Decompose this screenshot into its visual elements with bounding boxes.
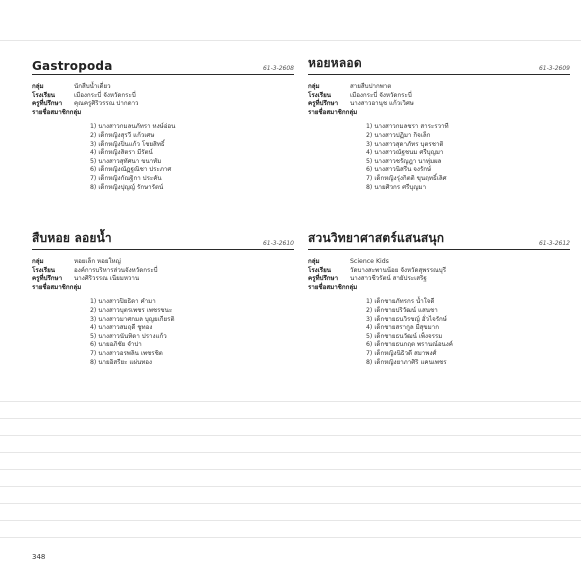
team-code: 61-3-2610 [262, 240, 294, 247]
team-card [32, 231, 294, 406]
ruled-line [0, 503, 581, 504]
team-title: หอยหลอด [308, 56, 362, 70]
group-value: Science Kids [350, 258, 389, 265]
card-header [32, 56, 294, 75]
member-item: 8) เด็กหญิงปุญญ์ รักษารัตน์ [90, 183, 164, 191]
advisor-value: คุณครูศิริวรรณ ปากดาว [74, 100, 139, 108]
advisor-label: ครูที่ปรึกษา [308, 275, 339, 283]
member-item: 2) เด็กหญิงสุรวี แก้วเศษ [90, 131, 155, 139]
school-label: โรงเรียน [32, 91, 55, 99]
group-label: กลุ่ม [32, 83, 44, 90]
advisor-label: ครูที่ปรึกษา [308, 100, 339, 108]
school-value: วัดบางสะพานน้อย จังหวัดสุพรรณบุรี [350, 266, 447, 274]
team-meta [32, 83, 294, 117]
member-item: 1) นางสาวกมลนภัทรา หงษ์อ่อน [90, 123, 176, 131]
member-item: 7) นางสาวอรพลิน เพชรชิต [90, 349, 163, 357]
card-header [308, 231, 570, 250]
advisor-value: นางสาวอานุช แก้วเวิศษ [350, 100, 414, 108]
school-label: โรงเรียน [32, 266, 55, 274]
members-label: รายชื่อสมาชิกกลุ่ม [32, 108, 82, 116]
team-code: 61-3-2612 [538, 240, 570, 247]
page-number: 348 [32, 553, 46, 561]
member-item: 4) เด็กหญิงสิตรา มีรัตน์ [90, 149, 153, 157]
member-item: 5) นางสาวชรัญฎา นาทุ่มผล [366, 157, 442, 165]
member-item: 3) เด็กหญิงปิ่นแก้ว โชยสิทธิ์ [90, 140, 165, 148]
ruled-line [0, 537, 581, 538]
group-value: นักสืบน้ำเดี่ยว [74, 83, 111, 90]
member-item: 8) นายศิวกร ศรีบุญมา [366, 183, 427, 191]
team-title: สวนวิทยาศาสตร์แสนสนุก [308, 231, 445, 245]
group-value: สายสืบปากพาต [350, 83, 392, 90]
member-item: 6) นายอภิชัย จำปา [90, 341, 142, 349]
advisor-value: นางสาวชีวรัตน์ สายัประเสริฐ [350, 275, 427, 283]
team-card [32, 56, 294, 231]
member-item: 4) เด็กชายสรากูล มีสุขมาก [366, 324, 439, 332]
member-item: 5) นางสาวสุทัศนา ขนาทัม [90, 157, 162, 165]
member-item: 4) นางสาวสมฤดี ชูทอง [90, 324, 153, 332]
member-item: 3) นางสาวสุดาภัทร บุตรชาติ [366, 140, 444, 148]
group-label: กลุ่ม [32, 258, 44, 265]
school-value: องค์การบริหารส่วนจังหวัดกระบี่ [74, 266, 158, 274]
team-card [308, 231, 570, 406]
member-list [90, 298, 294, 367]
team-code: 61-3-2608 [262, 65, 294, 72]
member-item: 8) นายอิสรียะ แผ่นทอง [90, 358, 153, 366]
member-item: 4) นางสาวณัฐชนม ศรีบุญมา [366, 149, 444, 157]
advisor-value: นางศิริวรรณ เนียมหวาน [74, 275, 140, 283]
member-item: 7) เด็กหญิงกัณฐิกา ประคัน [90, 174, 162, 182]
member-list [90, 123, 294, 192]
school-value: เมืองกระบี่ จังหวัดกระบี่ [350, 91, 412, 99]
team-title: Gastropoda [32, 59, 113, 73]
member-item: 8) เด็กหญิงยาภาศิริ แคนเพชร [366, 358, 447, 366]
member-item: 6) เด็กชายธนกฤต พรานณ์อนงค์ [366, 341, 453, 349]
member-item: 1) นางสาวกมลชรา สาระรวาที [366, 123, 449, 131]
advisor-label: ครูที่ปรึกษา [32, 100, 63, 108]
members-label: รายชื่อสมาชิกกลุ่ม [308, 283, 358, 291]
member-item: 7) เด็กหญิงรุ่งกิตติ ขุนฤทธิ์เลิศ [366, 174, 447, 182]
team-title: สืบหอย ลอยน้ำ [32, 231, 112, 245]
ruled-line [0, 418, 581, 419]
ruled-line [0, 469, 581, 470]
ruled-line [0, 520, 581, 521]
team-meta [308, 83, 570, 117]
member-item: 2) เด็กชายปริวัฒน์ แสนชา [366, 306, 438, 314]
member-item: 2) นางสาวปฏิมา กิจเล็ก [366, 131, 431, 139]
right-column [308, 56, 570, 406]
team-meta [308, 258, 570, 292]
member-item: 6) นางสาวนิสรีน จงรักษ์ [366, 166, 432, 174]
group-value: หอยเล็ก หอยใหญ่ [74, 258, 121, 265]
member-item: 2) นางสาวบุตรเพชร เพชรชนะ [90, 306, 173, 314]
school-value: เมืองกระบี่ จังหวัดกระบี่ [74, 91, 136, 99]
ruled-line [0, 486, 581, 487]
school-label: โรงเรียน [308, 266, 331, 274]
ruled-line [0, 452, 581, 453]
card-header [32, 231, 294, 250]
members-label: รายชื่อสมาชิกกลุ่ม [32, 283, 82, 291]
member-item: 1) นางสาวปิยธิดา คำมา [90, 298, 156, 306]
ruled-line [0, 40, 581, 41]
team-card [308, 56, 570, 231]
member-item: 3) เด็กชายธนวิรชญ์ ฮั่วไจรักษ์ [366, 315, 447, 323]
member-item: 6) เด็กหญิงณัฏฐณิชา ประภาศ [90, 166, 172, 174]
group-label: กลุ่ม [308, 258, 320, 265]
group-label: กลุ่ม [308, 83, 320, 90]
card-header [308, 56, 570, 75]
team-code: 61-3-2609 [538, 65, 570, 72]
members-label: รายชื่อสมาชิกกลุ่ม [308, 108, 358, 116]
team-meta [32, 258, 294, 292]
school-label: โรงเรียน [308, 91, 331, 99]
member-item: 7) เด็กหญิงนิธิวดี สมาพงศ์ [366, 349, 437, 357]
member-item: 5) เด็กชายธนวัฒน์ เพ็งจรรม [366, 332, 443, 340]
advisor-label: ครูที่ปรึกษา [32, 275, 63, 283]
member-list [366, 298, 570, 367]
member-item: 5) นางสาวนันทิดา ปรางแก้ว [90, 332, 167, 340]
left-column [32, 56, 294, 406]
ruled-line [0, 435, 581, 436]
member-list [366, 123, 570, 192]
member-item: 3) นางสาวมาศกมล บุญยเกียรติ [90, 315, 175, 323]
member-item: 1) เด็กชายภัทรกร น้ำใจดี [366, 298, 435, 306]
